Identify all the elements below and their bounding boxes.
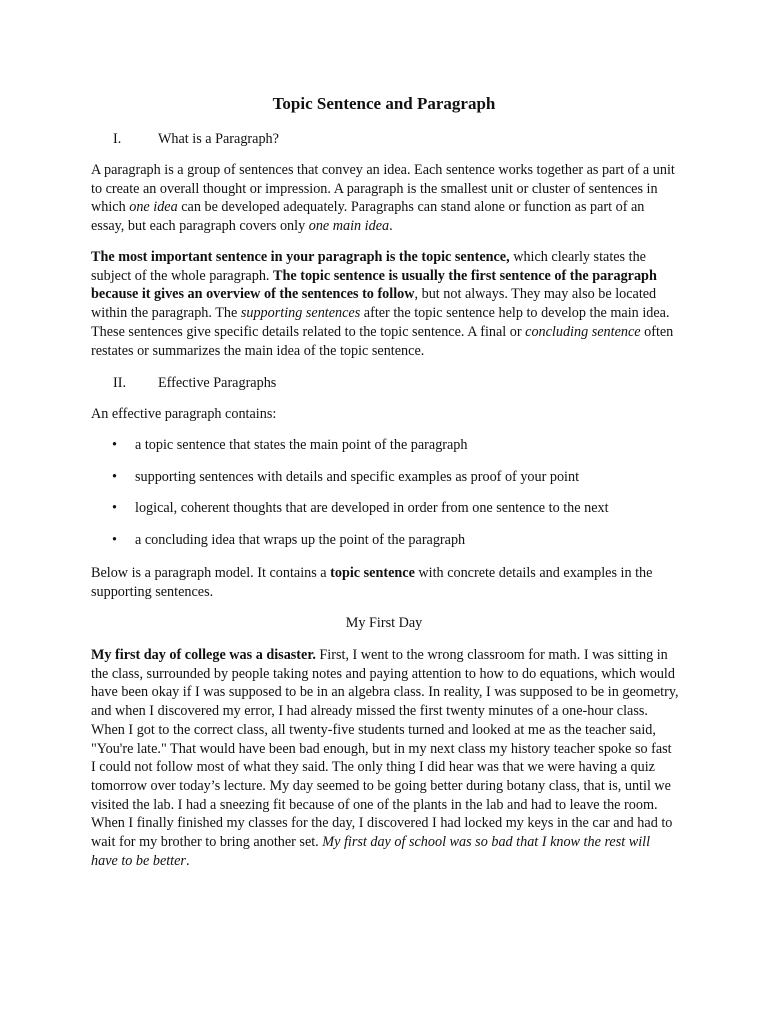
- list-item-text: logical, coherent thoughts that are developed in order from one sentence to the next: [135, 500, 609, 516]
- model-title: My First Day: [345, 615, 423, 631]
- text-run: often restates or summarizes the main idea of the topic sentence.: [91, 323, 674, 359]
- list-item: [91, 499, 679, 531]
- section-heading-text: What is a Paragraph?: [158, 131, 279, 147]
- bullet-icon: •: [112, 500, 117, 516]
- section-heading-text: Effective Paragraphs: [158, 375, 277, 391]
- text-run: which clearly states the subject of the whole paragraph.: [91, 249, 646, 284]
- paragraph-model: [91, 646, 679, 870]
- text-run: , but not always. They may also be located within the paragraph. The: [91, 286, 657, 322]
- text-run: A paragraph is a group of sentences that convey an idea. Each sentence works together as part of a unit to create an overall thought or impression. A paragraph is the smallest unit or cluster of sentences in which: [91, 162, 675, 216]
- italic-run: concluding sentence: [525, 323, 641, 340]
- list-item: [91, 468, 679, 500]
- text-run: after the topic sentence help to develop the main idea. These sentences give specific details related to the topic sentence. A final or: [91, 305, 670, 340]
- text-run: can be developed adequately. Paragraphs can stand alone or function as part of an essay, but each paragraph covers only: [91, 199, 645, 235]
- text-run: Below is a paragraph model. It contains a: [91, 565, 331, 581]
- text-run: with concrete details and examples in the supporting sentences.: [91, 565, 653, 600]
- paragraph-definition: [91, 161, 679, 236]
- text-run: .: [185, 852, 190, 869]
- italic-run: one idea: [129, 199, 178, 216]
- list-item-text: supporting sentences with details and specific examples as proof of your point: [135, 468, 580, 485]
- section-heading-2: [113, 374, 276, 392]
- paragraph-topic-sentence: [91, 248, 679, 360]
- bold-run: My first day of college was a disaster.: [91, 647, 316, 663]
- list-item-text: a concluding idea that wraps up the point of the paragraph: [135, 531, 466, 548]
- paragraph-intro: An effective paragraph contains:: [91, 406, 277, 422]
- document-title: Topic Sentence and Paragraph: [272, 94, 496, 113]
- text-run: .: [389, 218, 393, 235]
- paragraph-model-intro: [91, 564, 679, 601]
- list-item-text: a topic sentence that states the main point of the paragraph: [135, 437, 468, 453]
- list-item: [91, 531, 679, 563]
- italic-run: My first day of school was so bad that I know the rest will have to be better: [91, 834, 651, 869]
- bullet-icon: •: [112, 531, 117, 548]
- bold-run: topic sentence: [330, 565, 415, 581]
- section-number: I.: [113, 131, 122, 147]
- bold-run: The most important sentence in your paragraph is the topic sentence,: [91, 249, 510, 265]
- bullet-list: [91, 436, 679, 562]
- text-run: First, I went to the wrong classroom for math. I was sitting in the class, surrounded by people taking notes and paying attention to how to do equations, which would have been okay if I was supposed to be in an algebra class. In reality, I was supposed to be in geometry, and when I discovered my error, I had already missed the first twenty minutes of a one-hour class. When I got to the correct class, all twenty-five students turned and looked at me as the teacher said, "You're late." That would have been bad enough, but in my next class my history teacher spoke so fast I could not follow most of what they said. The only thing I did hear was that we were having a quiz tomorrow over today’s lecture. My day seemed to be going better during botany class, that is, until we visited the lab. I had a sneezing fit because of one of the plants in the lab and had to leave the room. When I finally finished my classes for the day, I discovered I had locked my keys in the car and had to wait for my brother to bring another set.: [91, 647, 679, 851]
- section-number: II.: [113, 375, 126, 391]
- bullet-icon: •: [112, 437, 117, 453]
- italic-run: one main idea: [308, 218, 390, 235]
- bullet-icon: •: [112, 468, 117, 485]
- list-item: [91, 436, 679, 468]
- italic-run: supporting sentences: [240, 305, 361, 322]
- bold-run: The topic sentence is usually the first sentence of the paragraph because it gives an overview of the sentences to follow: [91, 267, 657, 303]
- section-heading-1: [113, 130, 279, 148]
